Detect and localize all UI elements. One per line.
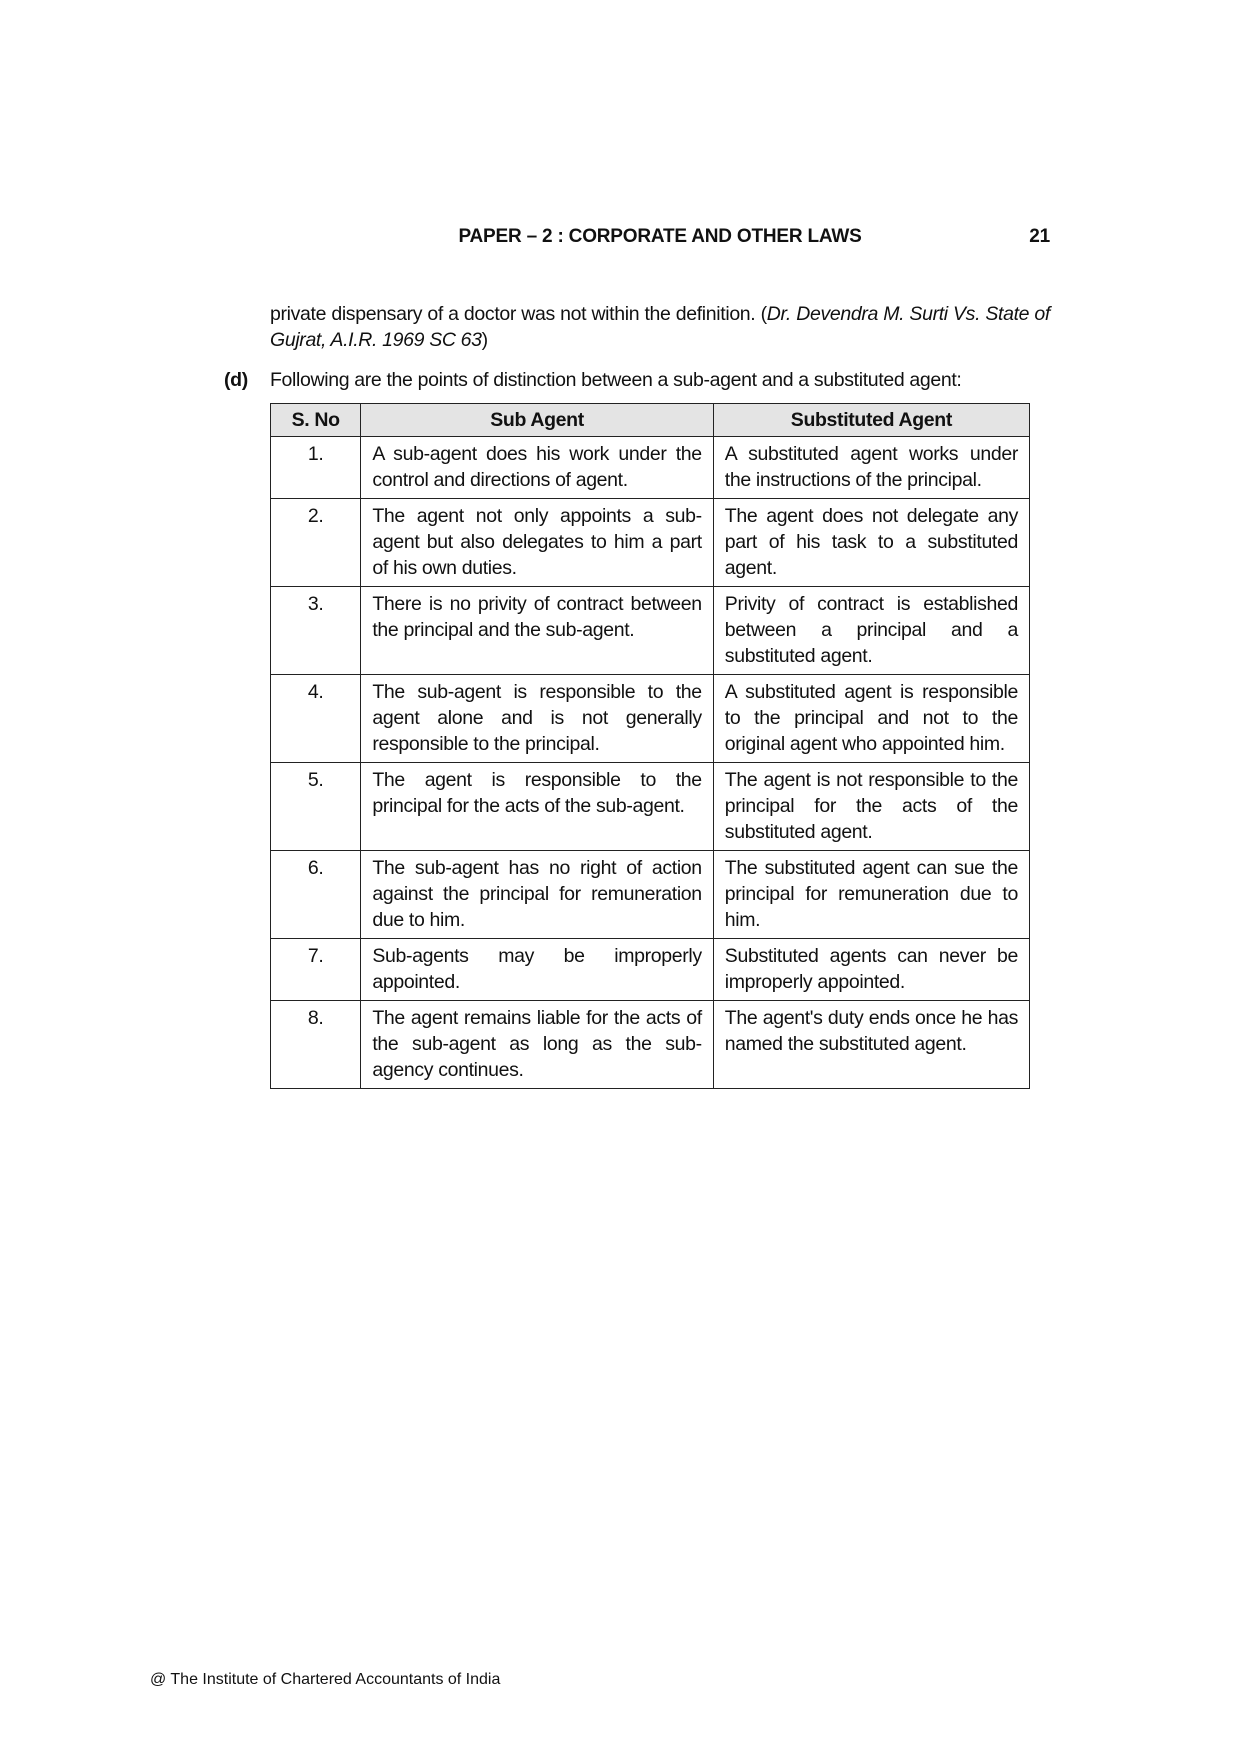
page-header xyxy=(270,226,1050,252)
row-substituted-agent: Privity of contract is established between a principal and a substituted agent. xyxy=(713,587,1029,675)
row-sub-agent: A sub-agent does his work under the control and directions of agent. xyxy=(361,437,713,499)
page-title: PAPER – 2 : CORPORATE AND OTHER LAWS xyxy=(458,226,862,247)
row-sub-agent: The agent is responsible to the principal for the acts of the sub-agent. xyxy=(361,763,713,851)
header-sno: S. No xyxy=(271,404,361,437)
page-number: 21 xyxy=(1029,226,1050,247)
row-substituted-agent: The agent does not delegate any part of his task to a substituted agent. xyxy=(713,499,1029,587)
table-row xyxy=(271,437,1030,499)
row-sno: 3. xyxy=(271,587,361,675)
table-row xyxy=(271,1001,1030,1089)
row-sub-agent: The sub-agent has no right of action against the principal for remuneration due to him. xyxy=(361,851,713,939)
section-d-intro xyxy=(224,367,1064,393)
row-substituted-agent: Substituted agents can never be improperly appointed. xyxy=(713,939,1029,1001)
distinction-table xyxy=(270,403,1030,1089)
page-footer: @ The Institute of Chartered Accountants of India xyxy=(150,1671,501,1688)
paragraph-closing: ) xyxy=(481,329,488,351)
row-sno: 5. xyxy=(271,763,361,851)
header-sub-agent: Sub Agent xyxy=(361,404,713,437)
row-sub-agent: The agent remains liable for the acts of the sub-agent as long as the sub-agency continues. xyxy=(361,1001,713,1089)
table-row xyxy=(271,851,1030,939)
row-sub-agent: The sub-agent is responsible to the agent alone and is not generally responsible to the principal. xyxy=(361,675,713,763)
table-row xyxy=(271,763,1030,851)
table-header-row xyxy=(271,404,1030,437)
case-citation: Dr. Devendra M. Surti Vs. State of Gujrat, A.I.R. 1969 SC 63 xyxy=(270,303,1050,351)
row-sub-agent: Sub-agents may be improperly appointed. xyxy=(361,939,713,1001)
table-row xyxy=(271,587,1030,675)
table-row xyxy=(271,499,1030,587)
row-sno: 4. xyxy=(271,675,361,763)
header-substituted-agent: Substituted Agent xyxy=(713,404,1029,437)
row-sno: 2. xyxy=(271,499,361,587)
row-substituted-agent: A substituted agent works under the instructions of the principal. xyxy=(713,437,1029,499)
section-label: (d) xyxy=(224,369,248,391)
table-row xyxy=(271,939,1030,1001)
row-substituted-agent: The agent's duty ends once he has named the substituted agent. xyxy=(713,1001,1029,1089)
row-sno: 6. xyxy=(271,851,361,939)
paragraph-text: private dispensary of a doctor was not within the definition. ( xyxy=(270,303,767,325)
row-sno: 7. xyxy=(271,939,361,1001)
row-sub-agent: The agent not only appoints a sub-agent but also delegates to him a part of his own duties. xyxy=(361,499,713,587)
table-row xyxy=(271,675,1030,763)
row-sno: 1. xyxy=(271,437,361,499)
body-paragraph xyxy=(270,301,1050,353)
row-substituted-agent: The substituted agent can sue the principal for remuneration due to him. xyxy=(713,851,1029,939)
row-substituted-agent: The agent is not responsible to the principal for the acts of the substituted agent. xyxy=(713,763,1029,851)
row-sno: 8. xyxy=(271,1001,361,1089)
section-text: Following are the points of distinction between a sub-agent and a substituted agent: xyxy=(270,369,962,391)
row-sub-agent: There is no privity of contract between the principal and the sub-agent. xyxy=(361,587,713,675)
row-substituted-agent: A substituted agent is responsible to the principal and not to the original agent who appointed him. xyxy=(713,675,1029,763)
